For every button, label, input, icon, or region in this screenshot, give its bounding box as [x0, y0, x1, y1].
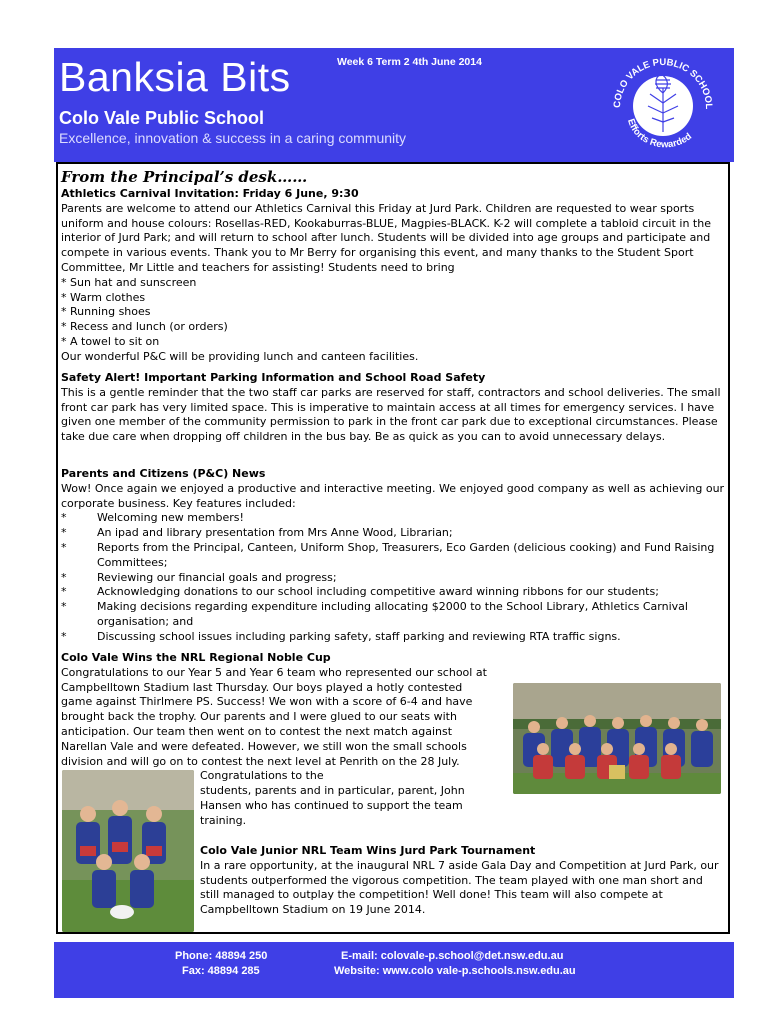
list-item: * Discussing school issues including parking safety, staff parking and reviewing RTA traffic signs.: [61, 629, 621, 643]
junior-team-photo: [62, 770, 194, 932]
text-line: game against Thirlmere PS. Success! We won with a score of 6-4 and have: [61, 695, 473, 709]
athletics-body: Parents are welcome to attend our Athletics Carnival this Friday at Jurd Park. Children are requested to wear sports uniform and house colours: Rosellas-RED, Kookaburras-BLUE, Magpies-BLACK. K-2 will complete a tabloid circuit in the interior of Jurd Park; and will return to school after lunch. Students will be divided into age groups and participate and compete in various events. Thank you to Mr Berry for organising this event, and many thanks to the Student Sport Committee, Mr Little and teachers for assisting! Students need to bring: [61, 201, 711, 274]
list-item: * Running shoes: [61, 305, 151, 319]
school-crest-logo: [588, 48, 734, 162]
list-item: * Sun hat and sunscreen: [61, 275, 197, 289]
newsletter-title: Banksia Bits: [59, 54, 291, 100]
list-item: * Acknowledging donations to our school including competitive award winning ribbons for our students;: [61, 585, 659, 599]
school-motto: Excellence, innovation & success in a caring community: [59, 130, 407, 146]
svg-text:COLO VALE PUBLIC SCHOOL: COLO VALE PUBLIC SCHOOL: [611, 56, 715, 110]
pc-section: [61, 467, 725, 645]
list-item: * An ipad and library presentation from Mrs Anne Wood, Librarian;: [61, 526, 453, 540]
athletics-closing: Our wonderful P&C will be providing lunch and canteen facilities.: [61, 349, 419, 363]
text-line: students, parents and in particular, parent, John: [200, 784, 465, 798]
safety-title: Safety Alert! Important Parking Information and School Road Safety: [61, 371, 486, 384]
pc-body: Wow! Once again we enjoyed a productive and interactive meeting. We enjoyed good company as well as achieving our corporate business. Key features included:: [61, 481, 725, 510]
list-item: * Making decisions regarding expenditure including allocating $2000 to the School Library, Athletics Carnival organisation; and: [61, 600, 688, 628]
school-name: Colo Vale Public School: [59, 108, 265, 128]
email-link[interactable]: E-mail: colovale-p.school@det.nsw.edu.au: [341, 950, 564, 962]
text-line: training.: [200, 813, 247, 827]
text-line: division and will go on to contest the next level at Penrith on the 28 July.: [61, 754, 460, 768]
list-item: * Recess and lunch (or orders): [61, 320, 228, 334]
text-line: brought back the trophy. Our parents and I were glued to our seats with: [61, 710, 457, 724]
junior-body: In a rare opportunity, at the inaugural NRL 7 aside Gala Day and Competition at Jurd Park, our students outperformed the vigorous competition. The team played with one man short and still managed to outplay the competition! Well done! This team will also compete at Campbelltown Stadium on 19 June 2014.: [200, 858, 719, 917]
athletics-section: [61, 187, 725, 365]
issue-date: Week 6 Term 2 4th June 2014: [337, 56, 482, 68]
list-item: * Welcoming new members!: [61, 511, 244, 525]
header-banner: [54, 48, 734, 162]
safety-body: This is a gentle reminder that the two staff car parks are reserved for staff, contractors and school deliveries. The small front car park has very limited space. This is imperative to maintain access at all times for emergency services. I have given one member of the community permission to park in the front car park due to exceptional circumstances. Please take due care when dropping off children in the bus bay. Be as quick as you can to avoid unnecessary delays.: [61, 385, 721, 444]
athletics-title: Athletics Carnival Invitation: Friday 6 June, 9:30: [61, 187, 359, 200]
website-link[interactable]: Website: www.colo vale-p.schools.nsw.edu.au: [334, 965, 576, 977]
fax-number: Fax: 48894 285: [182, 965, 260, 977]
junior-title: Colo Vale Junior NRL Team Wins Jurd Park Tournament: [200, 844, 536, 857]
safety-section: [61, 371, 725, 445]
svg-text:Efforts Rewarded: Efforts Rewarded: [624, 117, 695, 151]
text-line: anticipation. Our team then went on to contest the next match against: [61, 724, 453, 738]
pc-title: Parents and Citizens (P&C) News: [61, 467, 266, 480]
list-item: * Warm clothes: [61, 290, 146, 304]
text-line: Congratulations to our Year 5 and Year 6 team who represented our school at: [61, 665, 487, 679]
list-item: * Reports from the Principal, Canteen, Uniform Shop, Treasurers, Eco Garden (delicious cooking) and Fund Raising Committees;: [61, 540, 715, 569]
text-line: Hansen who has continued to support the team: [200, 798, 463, 812]
text-line: Narellan Vale and were defeated. However, we still won the small schools: [61, 739, 467, 753]
text-line: Campbelltown Stadium last Thursday. Our boys played a hotly contested: [61, 680, 463, 694]
text-line: Congratulations to the: [200, 769, 324, 783]
footer-banner: [54, 942, 734, 998]
nrl-title: Colo Vale Wins the NRL Regional Noble Cup: [61, 651, 331, 664]
senior-team-photo: [513, 683, 721, 794]
principal-heading: From the Principal’s desk……: [61, 168, 308, 186]
newsletter-content: [56, 162, 730, 934]
junior-section: [200, 844, 725, 918]
list-item: * A towel to sit on: [61, 334, 160, 348]
list-item: * Reviewing our financial goals and progress;: [61, 570, 337, 584]
phone-number: Phone: 48894 250: [175, 950, 268, 962]
